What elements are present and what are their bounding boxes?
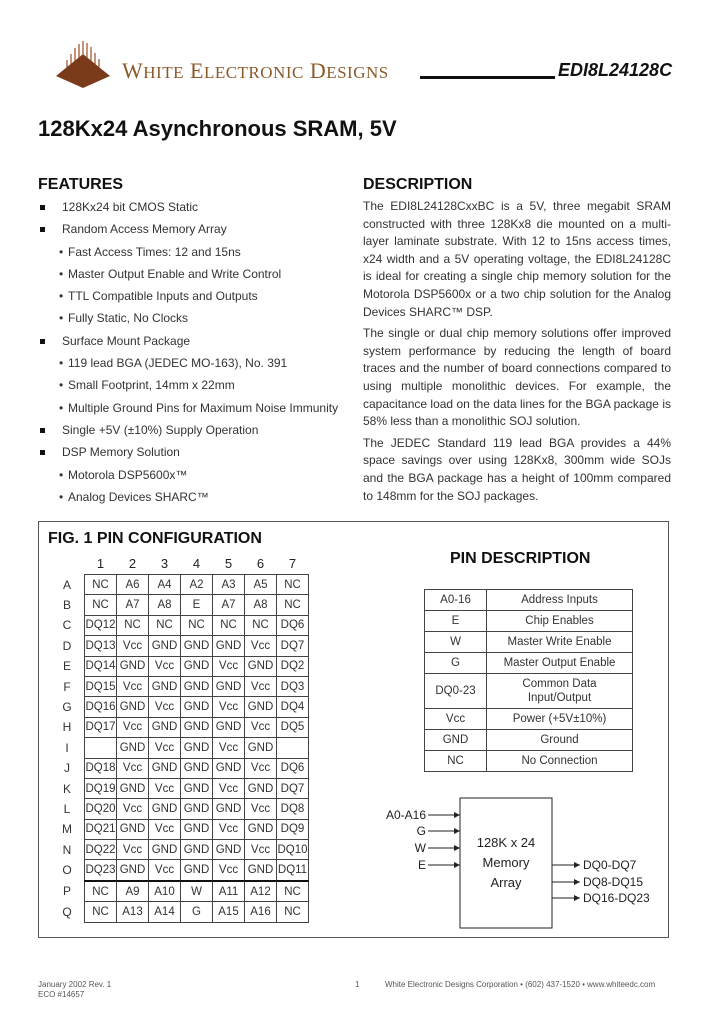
footer-contact: White Electronic Designs Corporation • (602) 437-1520 • www.whiteedc.com	[385, 980, 656, 989]
pin-cell: Vcc	[149, 778, 181, 798]
pin-cell: DQ12	[85, 615, 117, 635]
output-dq16-23: DQ16-DQ23	[583, 891, 650, 905]
input-g: G	[416, 824, 426, 838]
pin-row	[50, 595, 309, 615]
pin-cell: GND	[245, 819, 277, 839]
pin-cell: GND	[181, 697, 213, 717]
pin-cell: DQ6	[277, 615, 309, 635]
pin-cell: DQ2	[277, 656, 309, 676]
description-heading: DESCRIPTION	[363, 176, 473, 193]
pin-row-label: A	[62, 577, 71, 592]
pin-symbol: GND	[425, 730, 487, 751]
pin-cell: Vcc	[213, 656, 245, 676]
pin-row	[50, 615, 309, 635]
pin-row	[50, 676, 309, 696]
pin-cell: GND	[181, 636, 213, 656]
features-list	[38, 200, 348, 512]
pin-cell: GND	[117, 738, 149, 758]
pin-row	[50, 758, 309, 778]
pin-cell: DQ9	[277, 819, 309, 839]
pin-cell: DQ3	[277, 676, 309, 696]
pin-cell: Vcc	[149, 860, 181, 881]
pin-cell: GND	[245, 697, 277, 717]
pin-cell: Vcc	[213, 738, 245, 758]
pin-cell: DQ17	[85, 717, 117, 737]
company-logo-icon	[48, 40, 118, 88]
pin-row	[50, 778, 309, 798]
description-paragraph: The EDI8L24128CxxBC is a 5V, three megabit SRAM constructed with three 128Kx8 die mounted on a multi-layer laminate substrate. With 12 to 15ns access times, x24 width and a 5V operating voltage, the EDI8L24128C is ideal for creating a single chip memory solution for the Motorola DSP5600x or a two chip solution for the Analog Devices SHARC™ DSP.	[363, 199, 671, 319]
footer-page-number: 1	[355, 980, 360, 989]
pin-cell: Vcc	[245, 840, 277, 860]
pin-cell: DQ16	[85, 697, 117, 717]
pin-row	[50, 636, 309, 656]
pin-cell: Vcc	[245, 676, 277, 696]
pin-row-label: E	[62, 659, 71, 674]
pin-column-number: 2	[128, 555, 137, 571]
pin-symbol: Vcc	[425, 709, 487, 730]
pin-cell: DQ11	[277, 860, 309, 881]
pin-symbol: A0-16	[425, 590, 487, 611]
pin-row-label: I	[65, 740, 69, 755]
input-e: E	[417, 858, 426, 872]
pin-cell: A3	[213, 575, 245, 595]
pin-cell	[85, 738, 117, 758]
pin-row	[50, 697, 309, 717]
pin-cell: GND	[149, 758, 181, 778]
pin-cell: A5	[245, 575, 277, 595]
pin-table-body	[50, 575, 309, 923]
pin-row-label: L	[63, 801, 71, 816]
pin-cell: DQ20	[85, 799, 117, 819]
pin-cell: GND	[213, 799, 245, 819]
pin-function: Master Output Enable	[487, 653, 633, 674]
pin-cell: Vcc	[245, 636, 277, 656]
feature-item: • Small Footprint, 14mm x 22mm	[38, 378, 348, 400]
pin-cell: Vcc	[117, 799, 149, 819]
pin-cell: DQ18	[85, 758, 117, 778]
feature-item: • Motorola DSP5600x™	[38, 468, 348, 490]
pin-cell: GND	[181, 840, 213, 860]
pin-cell: NC	[181, 615, 213, 635]
pin-cell: GND	[181, 778, 213, 798]
pin-row-label: O	[62, 863, 72, 878]
pin-cell: Vcc	[245, 717, 277, 737]
block-line-3: Array	[490, 875, 522, 890]
pin-cell: GND	[181, 717, 213, 737]
pin-cell: Vcc	[117, 840, 149, 860]
pin-cell: DQ13	[85, 636, 117, 656]
pin-column-number: 5	[224, 555, 233, 571]
feature-item: DSP Memory Solution	[38, 445, 348, 467]
footer-revision	[38, 980, 111, 1000]
pin-column-number: 3	[160, 555, 169, 571]
pin-cell: GND	[149, 636, 181, 656]
pin-cell: DQ7	[277, 778, 309, 798]
pin-cell: GND	[213, 636, 245, 656]
pin-cell: A11	[213, 881, 245, 902]
pin-cell: GND	[149, 676, 181, 696]
feature-item: • TTL Compatible Inputs and Outputs	[38, 289, 348, 311]
pin-cell: Vcc	[149, 656, 181, 676]
pin-description-row	[425, 590, 633, 611]
pin-row	[50, 819, 309, 839]
pin-cell: DQ6	[277, 758, 309, 778]
pin-description-heading: PIN DESCRIPTION	[450, 550, 591, 567]
pin-row	[50, 717, 309, 737]
pin-cell: DQ5	[277, 717, 309, 737]
pin-cell: DQ23	[85, 860, 117, 881]
pin-row-label: D	[62, 638, 72, 653]
pin-cell: G	[181, 902, 213, 922]
pin-cell: A2	[181, 575, 213, 595]
feature-item: • Analog Devices SHARC™	[38, 490, 348, 512]
pin-column-number: 6	[256, 555, 265, 571]
pin-cell: GND	[181, 758, 213, 778]
pin-row-label: P	[62, 884, 71, 899]
footer-eco: ECO #14657	[38, 990, 85, 999]
pin-row	[50, 881, 309, 902]
pin-cell: NC	[213, 615, 245, 635]
output-dq0-7: DQ0-DQ7	[583, 858, 637, 872]
pin-cell: A10	[149, 881, 181, 902]
pin-table-header-row	[50, 552, 309, 575]
pin-row	[50, 902, 309, 922]
pin-cell: Vcc	[245, 758, 277, 778]
pin-cell: NC	[85, 902, 117, 922]
pin-cell: Vcc	[117, 717, 149, 737]
pin-cell: GND	[117, 656, 149, 676]
pin-row	[50, 738, 309, 758]
pin-cell: GND	[181, 656, 213, 676]
pin-cell: NC	[277, 575, 309, 595]
pin-description-row	[425, 611, 633, 632]
pin-cell: DQ15	[85, 676, 117, 696]
pin-cell: NC	[149, 615, 181, 635]
pin-description-row	[425, 653, 633, 674]
pin-cell: Vcc	[149, 697, 181, 717]
pin-cell: DQ8	[277, 799, 309, 819]
pin-cell: NC	[277, 902, 309, 922]
pin-cell: A8	[149, 595, 181, 615]
pin-cell: GND	[149, 717, 181, 737]
pin-column-number: 7	[288, 555, 297, 571]
pin-cell: A16	[245, 902, 277, 922]
pin-cell: NC	[85, 595, 117, 615]
feature-item: • Multiple Ground Pins for Maximum Noise Immunity	[38, 401, 348, 423]
pin-cell: A14	[149, 902, 181, 922]
feature-item: 128Kx24 bit CMOS Static	[38, 200, 348, 222]
pin-cell: Vcc	[117, 676, 149, 696]
pin-description-row	[425, 674, 633, 709]
pin-cell: GND	[181, 819, 213, 839]
description-paragraph: The JEDEC Standard 119 lead BGA provides a 44% space savings over using 128Kx8, 300mm wide SOJs and the BGA package has a height of 100mm compared to 148mm for the SOJ packages.	[363, 435, 671, 503]
pin-cell: A4	[149, 575, 181, 595]
block-diagram	[380, 790, 670, 930]
company-name: WHITE ELECTRONIC DESIGNS	[122, 58, 389, 83]
block-line-1: 128K x 24	[476, 835, 536, 850]
pin-cell: A12	[245, 881, 277, 902]
pin-cell: DQ19	[85, 778, 117, 798]
pin-description-body	[425, 590, 633, 772]
feature-item: • Fully Static, No Clocks	[38, 311, 348, 333]
pin-cell: GND	[181, 738, 213, 758]
pin-cell: NC	[117, 615, 149, 635]
pin-function: Master Write Enable	[487, 632, 633, 653]
pin-description-row	[425, 751, 633, 772]
description-paragraph: The single or dual chip memory solutions offer improved system performance by reducing the length of board traces and the number of board connections compared to using multiple monolithic devices. For example, the capacitance load on the data lines for the BGA package is 58% less than a monolithic SOJ solution.	[363, 326, 671, 429]
pin-cell: Vcc	[213, 819, 245, 839]
pin-row-label: F	[63, 679, 71, 694]
pin-row-label: K	[62, 781, 71, 796]
pin-row	[50, 799, 309, 819]
header-rule	[420, 76, 555, 79]
pin-cell: Vcc	[117, 636, 149, 656]
pin-cell: DQ22	[85, 840, 117, 860]
pin-description-row	[425, 730, 633, 751]
feature-item: • Master Output Enable and Write Control	[38, 267, 348, 289]
feature-item: • Fast Access Times: 12 and 15ns	[38, 245, 348, 267]
output-dq8-15: DQ8-DQ15	[583, 875, 644, 889]
pin-cell: NC	[85, 575, 117, 595]
pin-row	[50, 840, 309, 860]
pin-cell: GND	[149, 840, 181, 860]
features-heading: FEATURES	[38, 176, 124, 193]
pin-cell: Vcc	[245, 799, 277, 819]
pin-description-row	[425, 709, 633, 730]
pin-cell: GND	[245, 738, 277, 758]
pin-symbol: W	[425, 632, 487, 653]
pin-row	[50, 575, 309, 595]
pin-cell: Vcc	[213, 697, 245, 717]
pin-row-label: J	[64, 761, 70, 776]
pin-symbol: DQ0-23	[425, 674, 487, 709]
pin-cell: GND	[245, 656, 277, 676]
pin-cell: GND	[213, 717, 245, 737]
pin-cell: A9	[117, 881, 149, 902]
pin-cell: GND	[117, 860, 149, 881]
pin-row-label: M	[62, 822, 72, 837]
pin-row-label: H	[62, 720, 72, 735]
pin-cell: A6	[117, 575, 149, 595]
pin-function: Ground	[487, 730, 633, 751]
pin-cell: A7	[117, 595, 149, 615]
input-address: A0-A16	[385, 808, 426, 822]
pin-row-label: B	[62, 598, 71, 613]
pin-function: No Connection	[487, 751, 633, 772]
page-title: 128Kx24 Asynchronous SRAM, 5V	[38, 116, 397, 141]
pin-function: Power (+5V±10%)	[487, 709, 633, 730]
pin-cell: GND	[181, 860, 213, 881]
pin-symbol: NC	[425, 751, 487, 772]
input-w: W	[414, 841, 426, 855]
pin-cell: DQ21	[85, 819, 117, 839]
pin-cell: GND	[181, 676, 213, 696]
pin-cell: Vcc	[149, 738, 181, 758]
feature-item: Surface Mount Package	[38, 334, 348, 356]
pin-cell: DQ4	[277, 697, 309, 717]
block-line-2: Memory	[482, 855, 530, 870]
pin-cell	[277, 738, 309, 758]
pin-cell: DQ7	[277, 636, 309, 656]
pin-cell: GND	[149, 799, 181, 819]
pin-column-number: 4	[192, 555, 201, 571]
pin-cell: NC	[85, 881, 117, 902]
pin-cell: GND	[213, 840, 245, 860]
pin-cell: A15	[213, 902, 245, 922]
pin-cell: DQ14	[85, 656, 117, 676]
pin-cell: GND	[117, 819, 149, 839]
pin-cell: GND	[213, 758, 245, 778]
pin-cell: GND	[245, 778, 277, 798]
pin-row-label: C	[62, 618, 72, 633]
feature-item: Single +5V (±10%) Supply Operation	[38, 423, 348, 445]
part-number: EDI8L24128C	[558, 60, 673, 80]
pin-symbol: E	[425, 611, 487, 632]
pin-cell: Vcc	[213, 860, 245, 881]
pin-cell: A8	[245, 595, 277, 615]
pin-cell: NC	[277, 881, 309, 902]
pin-cell: GND	[117, 778, 149, 798]
pin-cell: Vcc	[117, 758, 149, 778]
pin-function: Common Data Input/Output	[487, 674, 633, 709]
pin-row	[50, 656, 309, 676]
pin-cell: DQ10	[277, 840, 309, 860]
pin-row	[50, 860, 309, 881]
pin-function: Address Inputs	[487, 590, 633, 611]
pin-cell: A13	[117, 902, 149, 922]
pin-row-label: N	[62, 842, 72, 857]
pin-cell: GND	[245, 860, 277, 881]
pin-column-number: 1	[96, 555, 105, 571]
pin-configuration-table	[50, 552, 309, 923]
pin-cell: A7	[213, 595, 245, 615]
pin-symbol: G	[425, 653, 487, 674]
figure-title: FIG. 1 PIN CONFIGURATION	[48, 530, 262, 547]
pin-description-row	[425, 632, 633, 653]
pin-cell: NC	[277, 595, 309, 615]
pin-row-label: G	[62, 700, 72, 715]
pin-cell: NC	[245, 615, 277, 635]
pin-cell: GND	[213, 676, 245, 696]
pin-function: Chip Enables	[487, 611, 633, 632]
feature-item: Random Access Memory Array	[38, 222, 348, 244]
feature-item: • 119 lead BGA (JEDEC MO-163), No. 391	[38, 356, 348, 378]
pin-cell: Vcc	[213, 778, 245, 798]
pin-description-table	[424, 589, 633, 772]
pin-cell: Vcc	[149, 819, 181, 839]
pin-cell: GND	[181, 799, 213, 819]
description-body	[363, 198, 671, 509]
pin-row-label: Q	[62, 904, 72, 919]
pin-cell: GND	[117, 697, 149, 717]
footer-date: January 2002 Rev. 1	[38, 980, 112, 989]
pin-cell: E	[181, 595, 213, 615]
pin-cell: W	[181, 881, 213, 902]
